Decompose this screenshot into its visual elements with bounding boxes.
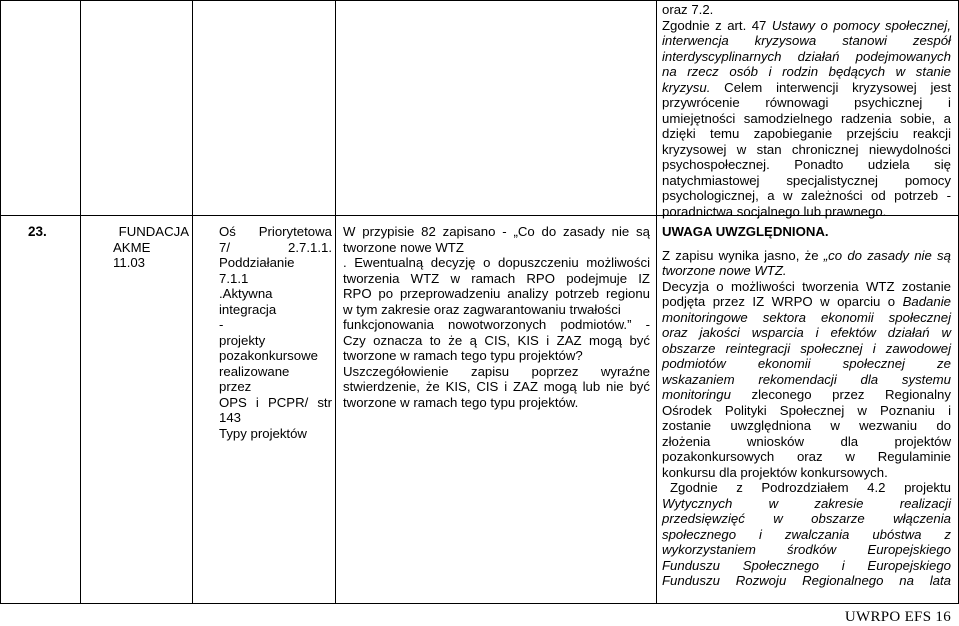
response-line: wskazaniem rekomendacji dla systemu [662,371,951,387]
location-line: OPS i PCPR/ str [219,394,332,410]
location-line: 143 [219,410,242,425]
response-line: podjęta przez IZ WRPO w oparciu o Badanie [662,294,951,309]
location-line: integracja [219,301,277,317]
response-line: Zgodnie z art. 47 Ustawy o pomocy społecznej, [662,17,951,33]
col-border [335,0,336,604]
location-line: - [219,317,224,332]
response-line: kryzysowej w stan chronicznej niewydolności [662,141,951,157]
location-line: 7/ 2.7.1.1. [219,239,332,255]
comment-line: Uszczegółowienie zapisu poprzez wyraźne [343,363,650,379]
location-line: pozakonkursowe [219,348,318,363]
response-continuation [662,2,951,219]
response-line: monitoringowe sektora ekonomii społecznej [662,309,951,325]
response-line: Funduszu Rozwoju Regionalnego na lata [662,573,951,588]
comment-line: W przypisie 82 zapisano - „Co do zasady nie są [343,224,650,239]
comment-line: tworzone w ramach tego typu projektów? [343,348,583,363]
response-line: Wytycznych w zakresie realizacji [662,495,951,511]
response-line: kryzysu. Celem interwencji kryzysowej jest [662,79,951,95]
comment-cell [343,224,650,410]
response-line: Decyzja o możliwości tworzenia WTZ zostanie [662,278,951,294]
col-border [80,0,81,604]
location-cell [219,224,332,441]
decision-label: UWAGA UWZGLĘDNIONA. [662,224,829,239]
response-line: dzięki temu zapobieganie przejściu reakcji [662,126,951,141]
comment-line: tworzone w ramach tego typu projektów. [343,394,579,410]
spacer [662,240,951,248]
location-line: 7.1.1 [219,270,249,286]
response-line: tworzone nowe WTZ. [662,263,787,278]
location-line: realizowane [219,363,290,379]
response-line: pozakonkursowych oraz w Regulaminie [662,449,951,464]
location-line: Typy projektów [219,425,307,441]
response-line: przywrócenie równowagi psychicznej i [662,95,951,110]
page-footer: UWRPO EFS 16 [844,609,951,625]
response-line: poradnictwa socjalnego lub prawnego. [662,203,887,219]
comment-line: . Ewentualną decyzję o dopuszczeniu możliwości [343,255,650,270]
response-line: społecznego i zwalczania ubóstwa z [662,526,951,542]
table-border-bottom [0,603,958,604]
response-line: na rzecz osób i rodzin będących w stanie [662,64,951,79]
col-border [656,0,657,604]
location-line: .Aktywna [219,286,273,301]
response-line: monitoringu zleconego przez Regionalny [662,387,951,402]
response-cell [662,224,951,589]
response-line: Ośrodek Polityki Społecznej w Poznaniu i [662,402,951,418]
response-line: psychologicznej, a w zależności od potrzeb - [662,188,951,203]
response-line: konkursu dla projektów konkursowych. [662,464,888,480]
response-line: obszarze reintegracji społecznej i zawodowej [662,340,951,356]
response-line: Zgodnie z Podrozdziałem 4.2 projektu [670,480,951,495]
program-line: AKME [113,239,151,255]
response-line: interwencja kryzysowa stanowi zespół [662,33,951,48]
response-line: Funduszu Społecznego i Europejskiego [662,557,951,573]
comment-line: w tym zakresie oraz zagwarantowaniu trwałości [343,301,621,317]
response-line: złożenia wniosków dla projektów [662,433,951,449]
table-border-top [0,0,958,1]
comment-line: funkcjonowania nowotworzonych podmiotów.” - [343,317,650,332]
response-line: podmiotów ekonomii społecznej ze [662,356,951,371]
response-line: oraz jakości wsparcia i efektów działań w [662,325,951,340]
location-line: przez [219,379,252,394]
row-number: 23. [28,224,47,239]
response-line: Z zapisu wynika jasno, że „co do zasady nie są [662,247,951,263]
response-line: interdyscyplinarnych działań podejmowanych [662,48,951,64]
col-border [192,0,193,604]
response-line: natychmiastowej specjalistycznej pomocy [662,172,951,188]
comment-line: tworzenia WTZ w ramach RPO podejmuje IZ [343,270,650,286]
response-line: przedsięwzięć w obszarze włączenia [662,511,951,526]
program-line: FUNDACJA [118,224,189,239]
comment-line: tworzone nowe WTZ [343,239,464,255]
location-line: Oś Priorytetowa [219,224,332,239]
program-line: 11.03 [113,255,146,270]
response-line: oraz 7.2. [662,2,714,17]
program-cell [113,224,189,271]
location-line: projekty [219,332,266,348]
response-line: wykorzystaniem środków Europejskiego [662,542,951,557]
col-border [0,0,1,604]
comment-line: Czy oznacza to że ą CIS, KIS i ZAZ mogą być [343,332,650,348]
comment-line: stwierdzenie, że KIS, CIS i ZAZ mogą lub nie być [343,379,650,394]
comment-line: RPO po przeprowadzeniu analizy potrzeb regionu [343,286,650,301]
location-line: Poddziałanie [219,255,295,270]
response-line: zostanie uwzględniona w wezwaniu do [662,418,951,433]
response-line: psychospołecznej. Ponadto udziela się [662,157,951,172]
response-line: umiejętności samodzielnego radzenia sobie, a [662,110,951,126]
